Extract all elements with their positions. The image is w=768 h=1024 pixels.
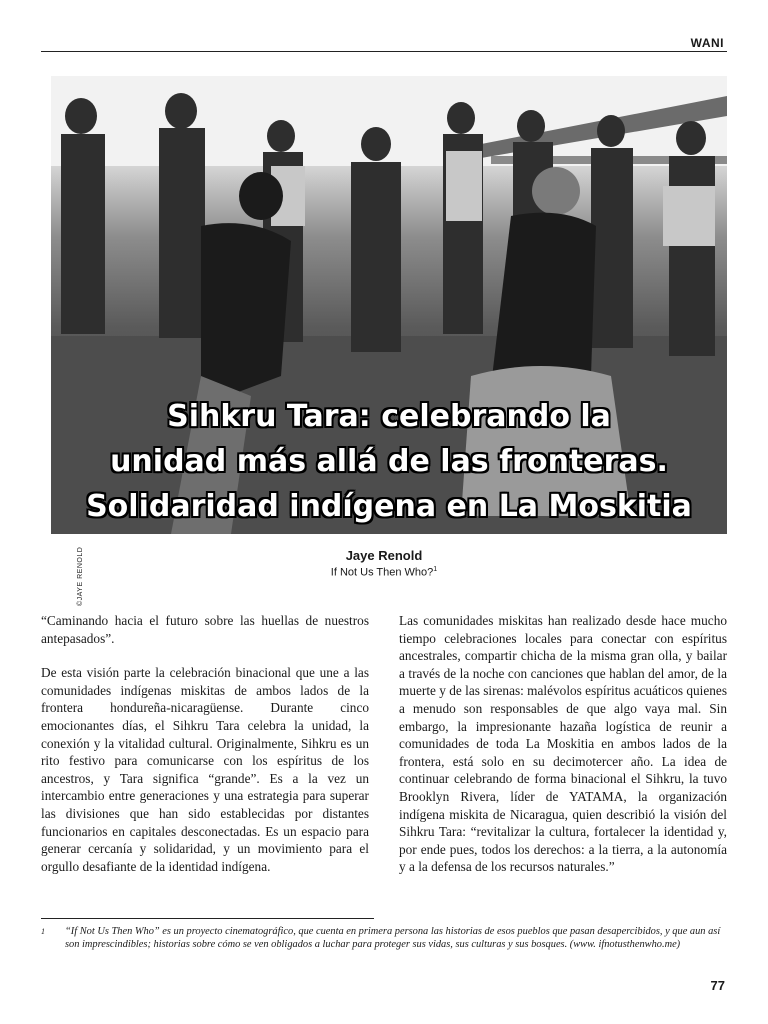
headline-line-1: Sihkru Tara: celebrando la xyxy=(167,399,611,434)
byline xyxy=(0,548,768,579)
page-number: 77 xyxy=(710,978,725,993)
left-column xyxy=(41,612,369,892)
footnote-mark: 1 xyxy=(41,927,45,936)
feature-photo xyxy=(51,76,727,534)
headline-line-2: unidad más allá de las fronteras. xyxy=(110,444,668,479)
article-headline xyxy=(51,394,727,529)
running-head-label: WANI xyxy=(690,36,724,50)
photo-credit: ©JAYE RENOLD xyxy=(77,546,84,606)
right-column xyxy=(399,612,727,893)
footnote-text: “If Not Us Then Who” es un proyecto cinematográfico, que cuenta en primera persona las historias de esos pueblos que pasan desapercibidos, y que aun así son imprescindibles; historias sobre cómo se ven obligados a luchar para proteger sus vidas, sus culturas y sus bosques. (www. ifnotusthenwho.me) xyxy=(65,926,721,950)
footnote-rule xyxy=(41,918,374,919)
affiliation-text: If Not Us Then Who? xyxy=(330,566,434,579)
author-affiliation xyxy=(0,566,768,579)
footnote-reference: 1 xyxy=(433,566,438,573)
author-name: Jaye Renold xyxy=(345,548,423,563)
headline-line-3: Solidaridad indígena en La Moskitia xyxy=(86,489,692,524)
running-header xyxy=(0,0,768,52)
body-paragraph: Las comunidades miskitas han realizado desde hace mucho tiempo celebraciones locales para conectar con espíritus ancestrales, compartir chicha de la misma gran olla, y bailar a través de la noche con canciones que hablan del amor, de la muerte y de las sirenas: malévolos espíritus acuáticos quienes a menudo son responsables de que algo vaya mal. Sin embargo, la impresionante hazaña logística de reunir a comunidades de toda La Moskitia en ambos lados de la frontera, está solo en su decimotercer año. La idea de continuar celebrando de forma binacional el Sihkru, la tuvo Brooklyn Rivera, líder de YATAMA, la organización indígena miskita de Nicaragua, quien describió la visión del Sihkru Tara: “revitalizar la cultura, fortalecer la identidad y, por ende pues, todos los derechos: a la tierra, a la autonomía y a la defensa de los recursos naturales.” xyxy=(399,613,727,875)
footnote xyxy=(41,925,727,951)
epigraph-paragraph: “Caminando hacia el futuro sobre las huellas de nuestros antepasados”. xyxy=(41,613,369,646)
header-rule xyxy=(41,51,727,52)
body-paragraph: De esta visión parte la celebración binacional que une a las comunidades indígenas miskitas de ambos lados de la frontera hondureña-nicaragüense. Durante cinco emocionantes días, el Sihkru Tara celebra la unidad, la conexión y la vitalidad cultural. Originalmente, Sihkru es un rito festivo para comunicarse con los espíritus de los ancestros, y Tara significa “grande”. Es a la vez un intercambio entre generaciones y una estrategia para superar las divisiones que han sido establecidas por distantes funcionarios en capitales desconectadas. Es un espacio para generar cercanía y solidaridad, y un movimiento para el orgullo desafiante de la identidad indígena. xyxy=(41,665,369,874)
